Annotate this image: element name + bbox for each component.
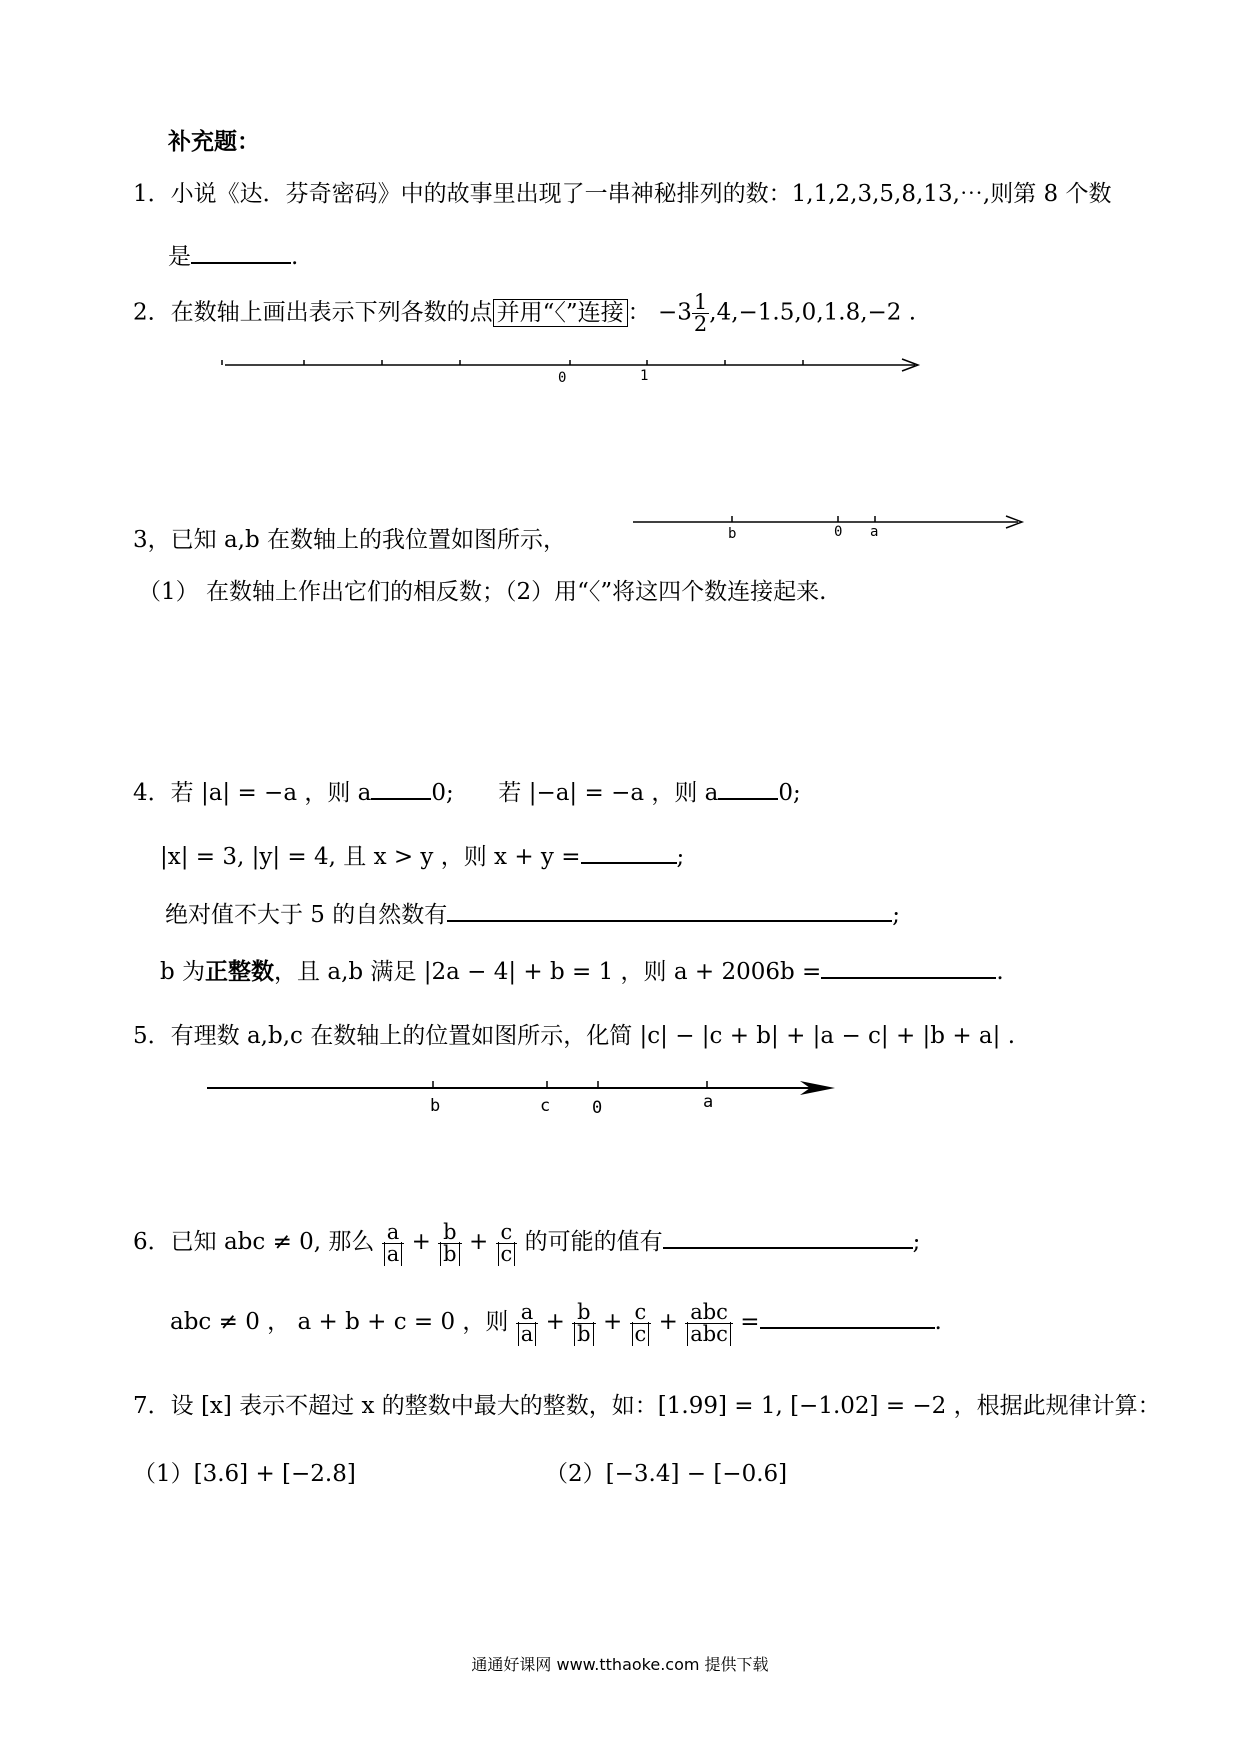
answer-blank[interactable]: [191, 240, 291, 264]
number-line-q3: [628, 512, 1028, 542]
question-1-continuation: [168, 240, 298, 271]
question-number: 2．: [133, 299, 171, 326]
numerator: c: [500, 1219, 513, 1244]
numerator: c: [634, 1299, 647, 1324]
denominator: b: [440, 1242, 459, 1266]
answer-blank[interactable]: [447, 898, 892, 922]
tick-label-a: a: [870, 524, 879, 540]
question-text: 有理数 a,b,c 在数轴上的位置如图所示，化简 |c| − |c + b| + |a − c| + |b + a| .: [170, 1023, 1016, 1049]
question-5: [133, 1022, 1015, 1050]
plus: +: [468, 1229, 489, 1255]
question-7-part-1: （1）[3.6] + [−2.8]: [133, 1461, 356, 1487]
boxed-instruction: 并用“〈”连接: [493, 299, 628, 327]
numerator: 1: [693, 290, 708, 314]
period: .: [291, 244, 299, 270]
answer-blank[interactable]: [718, 776, 778, 800]
tick-label-a: a: [703, 1092, 714, 1112]
number-line-q5: [205, 1078, 845, 1108]
denominator: c: [498, 1242, 516, 1266]
question-text: 的可能的值有: [524, 1229, 663, 1255]
question-3-sub: （1） 在数轴上作出它们的相反数；（2）用“〈”将这四个数连接起来.: [138, 579, 827, 605]
plus: +: [411, 1229, 431, 1255]
numerator: abc: [690, 1299, 728, 1324]
numerator: b: [443, 1219, 457, 1244]
question-text: 小说《达．芬奇密码》中的故事里出现了一串神秘排列的数：1,1,2,3,5,8,13,⋯,则第 8 个数: [170, 181, 1112, 207]
condition-text: 若 |a| = −a ，则 a: [170, 780, 372, 806]
tick-label-zero: 0: [558, 370, 567, 386]
condition-tail: 0;: [778, 780, 801, 806]
condition-text: abc ≠ 0 ， a + b + c = 0 ，则: [170, 1309, 509, 1335]
question-text: 在数轴上画出表示下列各数的点: [170, 299, 493, 326]
semicolon: ;: [912, 1229, 921, 1255]
semicolon: ;: [676, 844, 685, 870]
page-footer: 通通好课网 www.tthaoke.com 提供下载: [471, 1655, 769, 1674]
answer-blank[interactable]: [581, 840, 677, 864]
question-number: 1．: [133, 181, 171, 207]
fraction-b: [438, 1219, 461, 1266]
section-heading: 补充题：: [168, 128, 260, 155]
fraction-half: [692, 292, 709, 335]
period: .: [996, 959, 1004, 985]
plus: +: [602, 1309, 623, 1335]
question-2: [133, 292, 916, 335]
tick-label-b: b: [430, 1096, 441, 1116]
question-4-line-4: [160, 955, 1004, 986]
denominator: b: [574, 1322, 593, 1346]
number-list: ,4,−1.5,0,1.8,−2 .: [709, 299, 917, 326]
condition-text: 绝对值不大于 5 的自然数有: [165, 902, 448, 928]
question-number: 7．: [133, 1393, 171, 1419]
question-4-line-2: [160, 840, 684, 871]
tick-label-one: 1: [640, 368, 649, 384]
fraction-a: [516, 1299, 539, 1346]
question-7-part-2: （2）[−3.4] − [−0.6]: [545, 1461, 788, 1487]
emphasis-text: 正整数: [205, 958, 275, 985]
denominator: 2: [693, 312, 708, 336]
answer-blank[interactable]: [760, 1305, 935, 1329]
question-4-line-3: [165, 898, 900, 929]
fraction-b: [572, 1299, 595, 1346]
denominator: abc: [687, 1322, 731, 1346]
numerator: a: [386, 1219, 400, 1244]
question-6-line-1: [133, 1212, 920, 1272]
tick-label-c: c: [540, 1096, 551, 1116]
condition-text: b 为: [160, 959, 206, 985]
number-line-q2: [220, 355, 930, 395]
condition-text: ，且 a,b 满足 |2a − 4| + b = 1 ，则 a + 2006b =: [274, 959, 822, 985]
period: .: [934, 1309, 942, 1335]
denominator: c: [632, 1322, 650, 1346]
condition-text: 若 |−a| = −a ，则 a: [498, 780, 719, 806]
equals: =: [740, 1309, 760, 1335]
colon: ：: [627, 299, 651, 326]
condition-tail: 0;: [431, 780, 454, 806]
question-text: 设 [x] 表示不超过 x 的整数中最大的整数，如：[1.99] = 1, [−1.02] = −2 ，根据此规律计算：: [170, 1393, 1161, 1419]
number-minus3: −3: [657, 299, 692, 326]
plus: +: [658, 1309, 678, 1335]
plus: +: [545, 1309, 565, 1335]
fraction-a: [382, 1219, 405, 1266]
question-number: 6．: [133, 1229, 171, 1255]
tick-label-zero: 0: [834, 524, 843, 540]
question-number: 5．: [133, 1023, 171, 1049]
condition-text: |x| = 3, |y| = 4, 且 x > y ，则 x + y =: [160, 844, 581, 870]
answer-blank[interactable]: [821, 955, 996, 979]
answer-blank[interactable]: [663, 1225, 913, 1249]
semicolon: ;: [892, 902, 901, 928]
question-number: 3，: [133, 527, 171, 553]
numerator: b: [577, 1299, 591, 1324]
question-text: 已知 abc ≠ 0, 那么: [170, 1229, 375, 1255]
question-text: 已知 a,b 在数轴上的我位置如图所示，: [170, 527, 567, 553]
question-number: 4．: [133, 780, 171, 806]
question-7: [133, 1392, 1161, 1420]
answer-blank[interactable]: [371, 776, 431, 800]
fraction-c: [630, 1299, 652, 1346]
denominator: a: [384, 1242, 403, 1266]
question-1: [133, 180, 1111, 208]
fraction-c: [496, 1219, 518, 1266]
tick-label-zero: 0: [592, 1098, 603, 1118]
question-6-line-2: [170, 1292, 942, 1352]
fraction-abc: [685, 1299, 733, 1346]
tick-label-b: b: [728, 526, 737, 542]
continuation-text: 是: [168, 244, 191, 270]
numerator: a: [520, 1299, 534, 1324]
question-3: [133, 526, 566, 554]
question-4-line-1: [133, 776, 801, 807]
denominator: a: [518, 1322, 537, 1346]
